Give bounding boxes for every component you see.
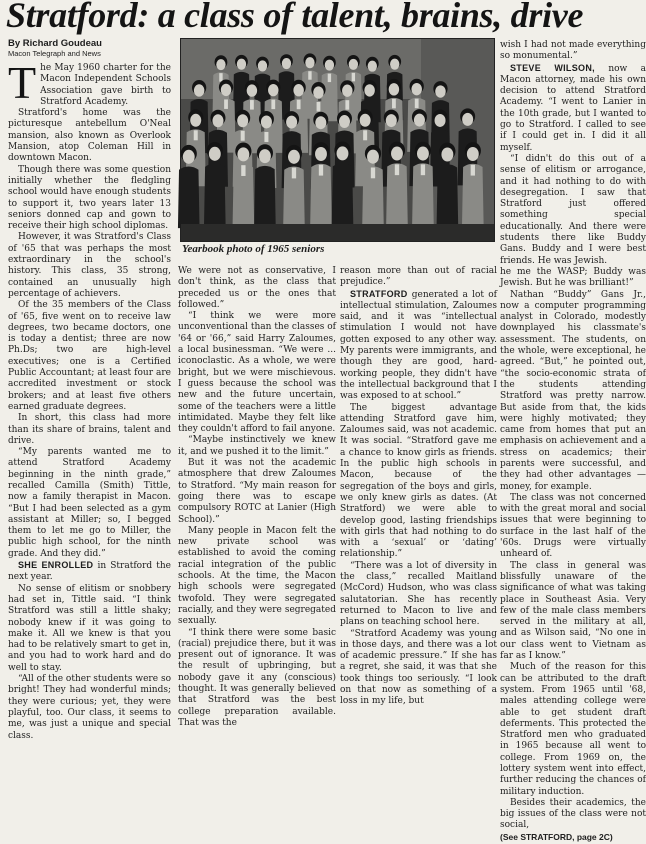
paragraph: “There was a lot of diversity in the class,” recalled Maitland (McCord) Hudson, who was class salutatorian. She has recently returned to Macon to live and plans on teaching school here. <box>340 560 497 628</box>
group-photo-image <box>181 39 494 241</box>
paragraph: “My parents wanted me to attend Stratford Academy beginning in the ninth grade,” recalled Camilla (Smith) Tittle, now a family therapist in Macon. “But I had been selected as a gym assistant at Miller; so, I begged them to let me go to Miller, the public high school, for the ninth grade. And they did.” <box>8 447 171 559</box>
paragraph: But it was not the academic atmosphere that drew Zaloumes to Stratford. “My main reason for going there was to escape compulsory ROTC at Lanier (High School).” <box>178 458 336 525</box>
paragraph: STEVE WILSON, now a Macon attorney, made his own decision to attend Stratford Academy. “I went to Lanier in the 10th grade, but I wanted to go to Stratford. I called to see if I could get in. I did it all myself. <box>500 62 646 153</box>
lead-paragraph: The May 1960 charter for the Macon Independent Schools Association gave birth to Stratford Academy. <box>8 57 171 108</box>
paragraph: “I didn't do this out of a sense of elitism or arrogance, and it had nothing to do with desegregation. I saw that Stratford just offered something special educationally. And there were students there like Buddy Gans. Buddy and I were best friends. He was Jewish. <box>500 153 646 266</box>
paragraph: “I think there were some basic (racial) prejudice there, but it was present out of ignorance. It was the result of upbringing, but nobody gave it any (conscious) thought. It was generally believed that Stratford was the best college preparation available. That was the <box>178 627 336 728</box>
paragraph: Stratford's home was the picturesque antebellum O'Neal mansion, also known as Overlook Mansion, atop Coleman Hill in downtown Macon. <box>8 108 171 164</box>
article-column-2 <box>178 266 336 728</box>
paragraph: In short, this class had more than its share of brains, talent and drive. <box>8 413 171 446</box>
article-column-3 <box>340 266 497 707</box>
paragraph: “All of the other students were so bright! They had wonderful minds; they were curious; yet, they were playful, too. Our class, it seems to me, was just a unique and special class. <box>8 674 171 741</box>
paragraph: reason more than out of racial prejudice.” <box>340 266 497 288</box>
byline: By Richard Goudeau <box>8 38 102 49</box>
paragraph: “Maybe instinctively we knew it, and we pushed it to the limit.” <box>178 435 336 457</box>
continued-reference: (See STRATFORD, page 2C) <box>500 831 613 842</box>
paragraph: Nathan “Buddy” Gans Jr., now a computer programming analyst in Colorado, modestly downplayed his classmate's assessment. The students, on the whole, were exceptional, he agreed. “But,” he pointed out, “the socio-economic strata of the students attending Stratford was pretty narrow. But aside from that, the kids were highly motivated; they came from homes that put an emphasis on achievement and a stress on academics; their parents were successful, and they had other advantages — money, for example. <box>500 289 646 492</box>
paragraph: Though there was some question initially whether the fledgling school would have enough students to support it, two years later 13 seniors donned cap and gown to receive their high school diplomas. <box>8 164 171 232</box>
paragraph: However, it was Stratford's Class of '65 that was perhaps the most extraordinary in the school's history. This class, 35 strong, contained an unusually high percentage of achievers. <box>8 232 171 299</box>
headline: Stratford: a class of talent, brains, drive <box>6 0 584 35</box>
paragraph: Besides their academics, the big issues of the class were not social, <box>500 797 646 831</box>
paragraph: Much of the reason for this can be attributed to the draft system. From 1965 until '68, males attending college were able to get student draft deferments. This protected the Stratford men who graduated in 1965 because all went to college. From 1969 on, the lottery system went into effect, further reducing the chances of military induction. <box>500 662 646 797</box>
paragraph: STRATFORD generated a lot of intellectual stimulation, Zaloumes said, and it was “intellectual stimulation I would not have gotten exposed to any other way. My parents were immigrants, and though they are good, hard-working people, they didn't have the intellectual background that I was exposed to at school.” <box>340 288 497 402</box>
paragraph: SHE ENROLLED in Stratford the next year. <box>8 560 171 583</box>
paragraph: The class was not concerned with the great moral and social issues that were beginning to surface in the last half of the '60s. Drugs were virtually unheard of. <box>500 492 646 560</box>
paragraph: wish I had not made everything so monumental.” <box>500 40 646 62</box>
paragraph: The class in general was blissfully unaware of the significance of what was taking place in Southeast Asia. Very few of the male class members served in the military at all, and as Wilson said, “No one in our class went to Vietnam as far as I know.” <box>500 560 646 662</box>
affiliation: Macon Telegraph and News <box>8 49 101 58</box>
article-column-1 <box>8 38 171 741</box>
photo-caption: Yearbook photo of 1965 seniors <box>182 243 325 255</box>
paragraph: We were not as conservative, I don't think, as the class that preceded us or the ones that followed.” <box>178 266 336 310</box>
subhead: SHE ENROLLED <box>18 560 94 571</box>
paragraph: No sense of elitism or snobbery had set in, Tittle said. “I think Stratford was still a little shaky; nobody knew if it was going to make it. All we knew is that you had to be relatively smart to get in, and you had to work hard and do well to stay. <box>8 583 171 673</box>
paragraph: “I think we were more unconventional than the classes of '64 or '66,” said Harry Zaloumes, a local businessman. “We were ... iconoclastic. As a whole, we were bright, but we were mischievous. I guess because the school was new and the future uncertain, some of the teachers were a little intimidated. Maybe they felt like they couldn't afford to fail anyone. <box>178 311 336 435</box>
yearbook-photo <box>180 38 495 242</box>
paragraph: The biggest advantage attending Stratford gave him, Zaloumes said, was not academic. It was social. “Stratford gave me a chance to know girls as friends. In the public high schools in Macon, because of the segregation of the boys and girls, we only knew girls as dates. (At Stratford) we were able to develop good, lasting friendships with girls that had nothing to do with a ‘sexual’ or ‘dating’ relationship.” <box>340 402 497 560</box>
paragraph: “Stratford Academy was young in those days, and there was a lot of academic pressure.” If she has a regret, she said, it was that she took things too seriously. “I look on that now as something of a loss in my life, but <box>340 628 497 707</box>
subhead: STEVE WILSON, <box>510 62 595 73</box>
drop-cap: T <box>8 57 37 108</box>
paragraph: Of the 35 members of the Class of '65, five went on to receive law degrees, two became doctors, one is today a dentist; three are now Ph.Ds; two are high-level executives; one is a Certified Public Accountant; at least four are accredited investment or stock brokers; and at least five others earned graduate degrees. <box>8 300 171 412</box>
article-column-4 <box>500 40 646 842</box>
paragraph: Many people in Macon felt the new private school was established to avoid the coming racial integration of the public schools. At the time, the Macon high schools were segregated twofold. They were segregated racially, and they were segregated sexually. <box>178 525 336 627</box>
paragraph: he me the WASP; Buddy was Jewish. But he was brilliant!” <box>500 266 646 289</box>
subhead: STRATFORD <box>350 288 408 299</box>
